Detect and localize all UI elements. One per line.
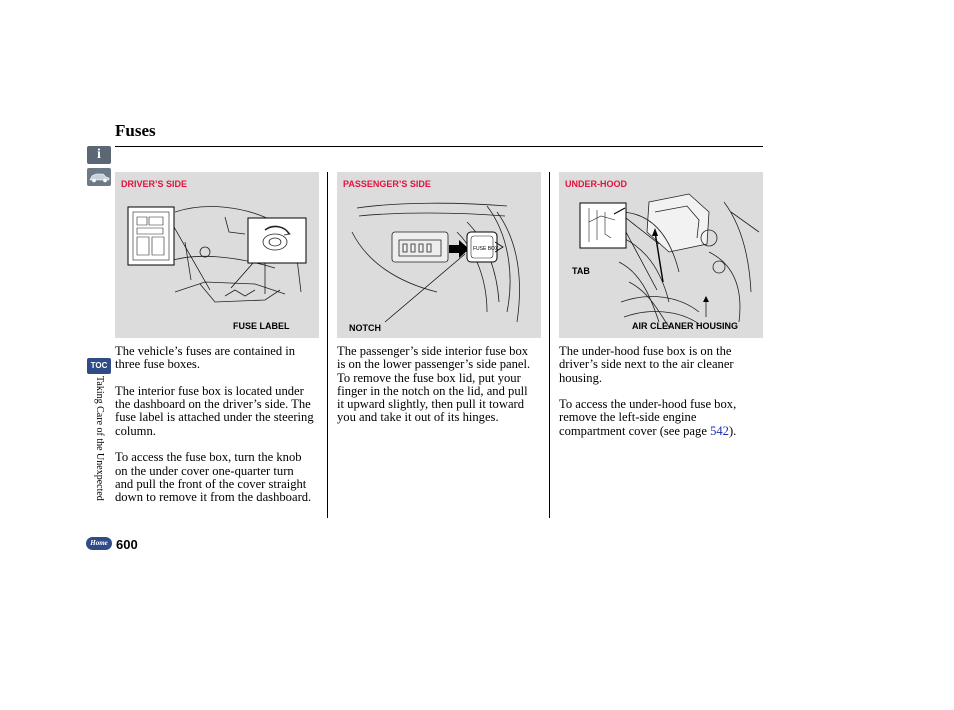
figure-title: UNDER-HOOD: [565, 179, 627, 189]
car-icon[interactable]: [87, 168, 111, 186]
passengers-side-illustration: [337, 172, 541, 338]
page-link-542[interactable]: 542: [710, 423, 729, 438]
paragraph: To access the fuse box, turn the knob on the under cover one-quarter turn and pull the front of the cover straight down to remove it from the dashboard.: [115, 450, 312, 505]
callout-tab: TAB: [572, 266, 590, 276]
info-icon[interactable]: i: [87, 146, 111, 164]
svg-text:FUSE BOX: FUSE BOX: [473, 246, 499, 252]
column-2: [337, 345, 537, 438]
title-rule: [115, 146, 763, 147]
toc-button[interactable]: TOC: [87, 358, 111, 374]
callout-notch: NOTCH: [349, 323, 381, 333]
figure-title: PASSENGER’S SIDE: [343, 179, 431, 189]
page-number: 600: [116, 537, 138, 552]
paragraph-text: To access the under-hood fuse box, remove the left-side engine compartment cover (see page: [559, 397, 737, 438]
column-divider: [549, 172, 550, 518]
column-divider: [327, 172, 328, 518]
home-button[interactable]: Home: [86, 537, 112, 550]
figure-under-hood: [559, 172, 763, 338]
drivers-side-illustration: [115, 172, 319, 338]
callout-air-cleaner-housing: AIR CLEANER HOUSING: [632, 321, 739, 331]
paragraph-end: ).: [728, 423, 737, 438]
page-title: Fuses: [115, 121, 156, 140]
paragraph: The interior fuse box is located under the dashboard on the driver’s side. The fuse label is attached under the steering column.: [115, 383, 314, 438]
figure-title: DRIVER’S SIDE: [121, 179, 188, 189]
column-3: [559, 345, 759, 451]
paragraph: The passenger’s side interior fuse box is on the lower passenger’s side panel. To remove the fuse box lid, put your finger in the notch on the lid, and pull it upward slightly, then pull it toward you and take it out of its hinges.: [337, 344, 531, 425]
figure-passengers-side: [337, 172, 541, 338]
paragraph: [559, 398, 759, 438]
under-hood-illustration: [559, 172, 763, 338]
callout-fuse-label: FUSE LABEL: [233, 321, 290, 331]
column-1: [115, 345, 315, 518]
figure-drivers-side: [115, 172, 319, 338]
paragraph: The vehicle’s fuses are contained in three fuse boxes.: [115, 344, 296, 372]
paragraph: The under-hood fuse box is on the driver’s side next to the air cleaner housing.: [559, 344, 734, 385]
